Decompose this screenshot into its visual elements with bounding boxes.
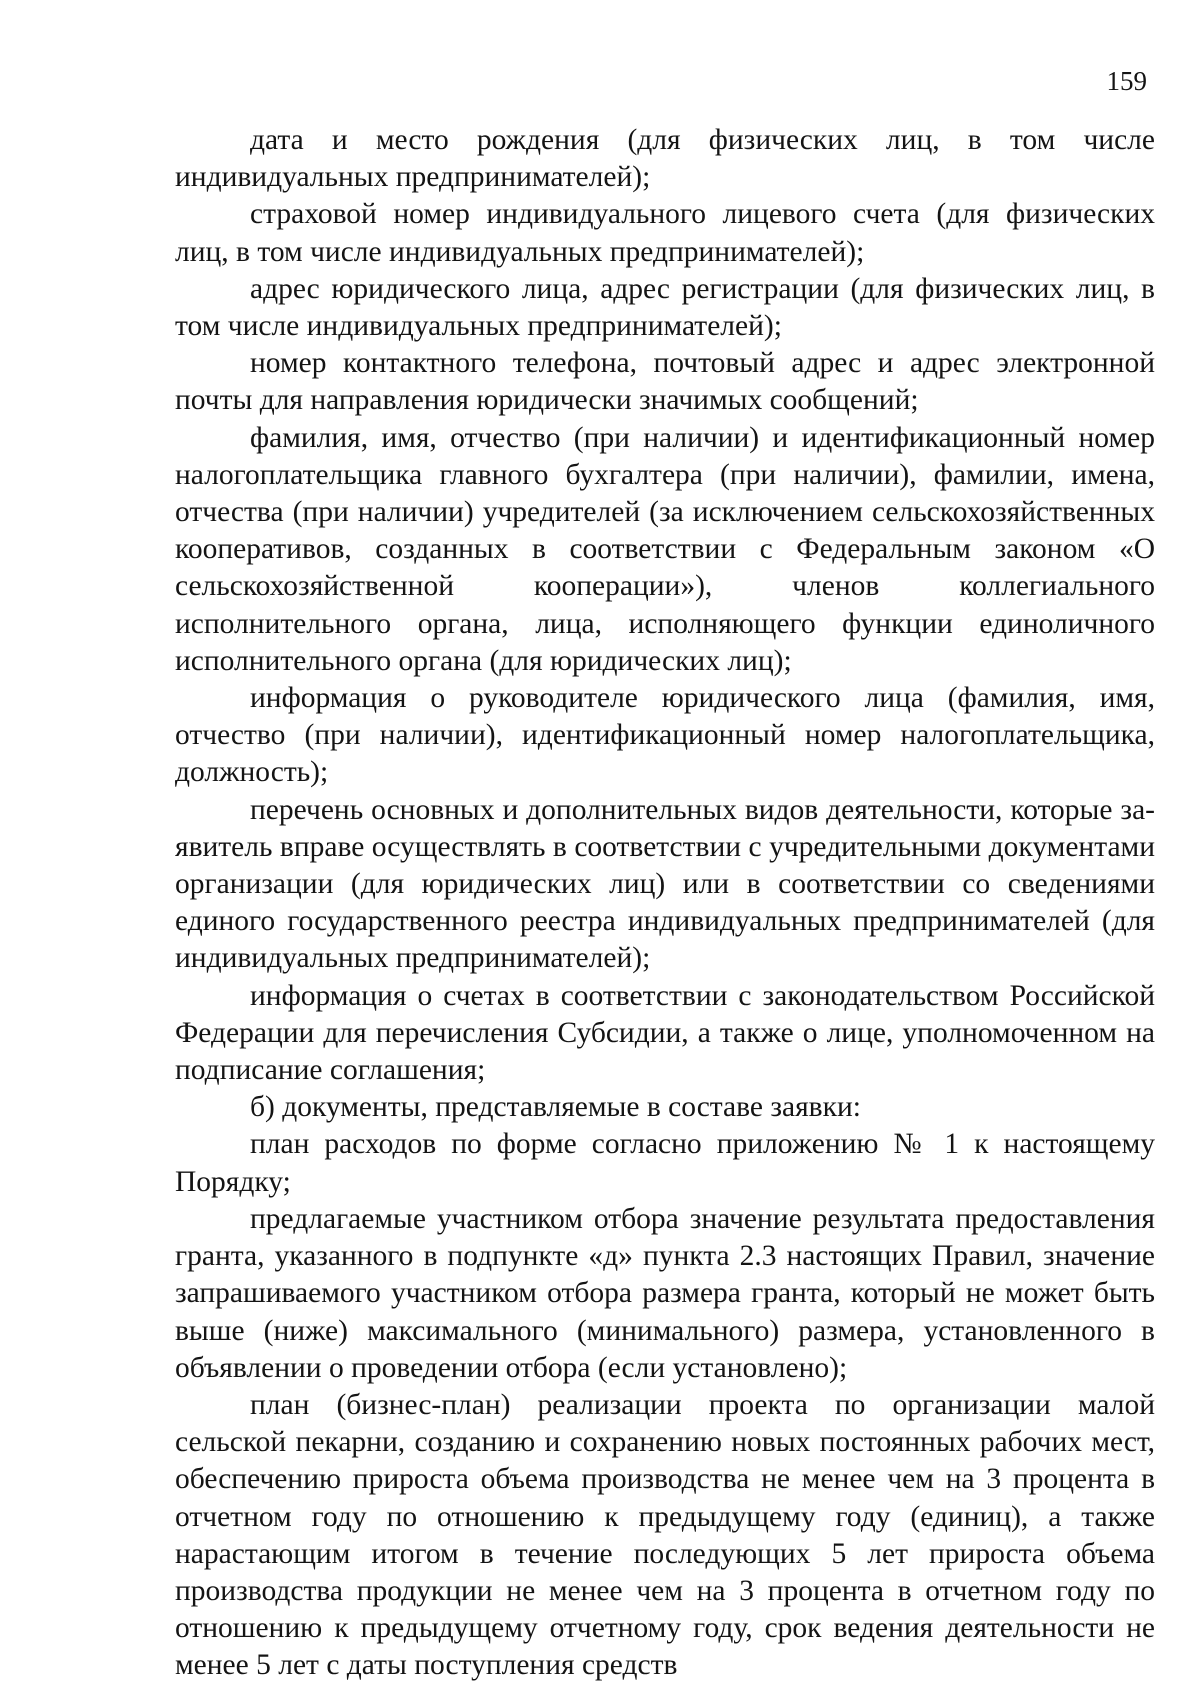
- paragraph-contact-info: номер контактного телефона, почтовый адрес и адрес электронной почты для направления юридически значимых сообщений;: [175, 347, 1155, 417]
- document-body: [175, 122, 1155, 1685]
- paragraph-bank-accounts: информация о счетах в соответствии с законодательством Российской Федерации для перечисления Субсидии, а также о лице, уполномоченном на подписание соглашения;: [175, 979, 1155, 1087]
- paragraph-legal-address: адрес юридического лица, адрес регистрации (для физических лиц, в том числе индивидуальных предпринимателей);: [175, 272, 1155, 343]
- paragraph-birth-date: дата и место рождения (для физических лиц, в том числе индивидуальных предпринимателей);: [175, 124, 1155, 194]
- paragraph-expense-plan: план расходов по форме согласно приложению № 1 к настоящему Порядку;: [175, 1128, 1155, 1198]
- paragraph-activity-types: перечень основных и дополнительных видов деятельности, которые заявитель вправе осуществлять в соответствии с учредительными документами организации (для юридических лиц) или в соответствии со сведениями единого государственного реестра индивидуальных предпринимателей (для индивидуальных предпринимателей);: [175, 793, 1155, 975]
- paragraph-head-info: информация о руководителе юридического лица (фамилия, имя, отчество (при наличии), идентификационный номер налогоплательщика, должность);: [175, 682, 1155, 789]
- paragraph-chief-accountant-founders: фамилия, имя, отчество (при наличии) и идентификационный номер налогоплательщика главного бухгалтера (при наличии), фамилии, имена, отчества (при наличии) учредителей (за исключением сельскохозяйственных кооперативов, созданных в соответствии с Федеральным законом «О сельскохозяйственной кооперации»), членов коллегиального исполнительного органа, лица, исполняющего функции единоличного исполнительного органа (для юридических лиц);: [175, 421, 1155, 677]
- paragraph-business-plan: план (бизнес-план) реализации проекта по организации малой сельской пекарни, созданию и сохранению новых постоянных рабочих мест, обеспечению прироста объема производства не менее чем на 3 процента в отчетном году по отношению к предыдущему году (единиц), а также нарастающим итогом в течение последующих 5 лет прироста объема производства продукции не менее чем на 3 процента в отчетном году по отношению к предыдущему отчетному году, срок ведения деятельности не менее 5 лет с даты поступления средств: [175, 1388, 1155, 1682]
- paragraph-documents-heading: б) документы, представляемые в составе заявки:: [250, 1091, 861, 1124]
- paragraph-grant-result: предлагаемые участником отбора значение результата предоставления гранта, указанного в подпункте «д» пункта 2.3 настоящих Правил, значение запрашиваемого участником отбора размера гранта, который не может быть выше (ниже) максимального (минимального) размера, установленного в объявлении о проведении отбора (если установлено);: [175, 1202, 1155, 1384]
- page-number: 159: [1106, 66, 1147, 96]
- paragraph-insurance-number: страховой номер индивидуального лицевого счета (для физических лиц, в том числе индивидуальных предпринимателей);: [175, 198, 1155, 268]
